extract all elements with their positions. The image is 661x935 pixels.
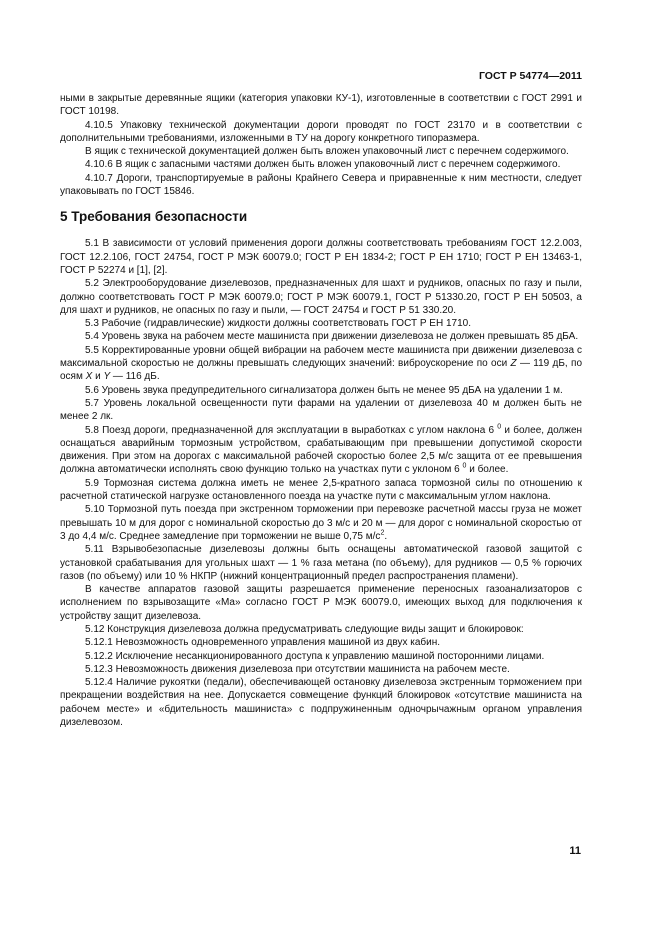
document-body: [60, 92, 582, 729]
paragraph: 5.12 Конструкция дизелевоза должна предусматривать следующие виды защит и блокировок:: [85, 623, 524, 635]
paragraph: 5.12.3 Невозможность движения дизелевоза при отсутствии машиниста на рабочем месте.: [85, 663, 510, 675]
paragraph: 5.4 Уровень звука на рабочем месте машиниста при движении дизелевоза не должен превышать 85 дБА.: [85, 331, 579, 343]
paragraph: ными в закрытые деревянные ящики (категория упаковки КУ-1), изготовленные в соответствии с ГОСТ 2991 и ГОСТ 10198.: [60, 93, 582, 118]
paragraph: 5.5 Корректированные уровни общей вибрации на рабочем месте машиниста при движении дизелевоза с максимальной скоростью не должны превышать следующих значений: виброускорение по оси Z — 119 дБ, по осям X и Y — 116 дБ.: [60, 344, 583, 383]
paragraph: 4.10.5 Упаковку технической документации дороги проводят по ГОСТ 23170 и в соответствии с дополнительными требованиями, изложенными в ТУ на дорогу конкретного типоразмера.: [60, 119, 582, 144]
paragraph: 5.12.4 Наличие рукоятки (педали), обеспечивающей остановку дизелевоза экстренным торможением при прекращении воздействия на нее. Допускается совмещение функций блокировок «отсутствие машиниста на рабочем месте» и «бдительность машиниста» с подпружиненным одночрычажным органом управления дизелевозом.: [60, 677, 582, 729]
paragraph: 5.9 Тормозная система должна иметь не менее 2,5-кратного запаса тормозной силы по отношению к расчетной статической нагрузке остановленного поезда на участке пути с максимальным углом наклона.: [60, 477, 582, 503]
paragraph: 5.6 Уровень звука предупредительного сигнализатора должен быть не менее 95 дБА на удалении 1 м.: [85, 384, 563, 396]
paragraph: 5.2 Электрооборудование дизелевозов, предназначенных для шахт и рудников, опасных по газу и пыли, должно соответствовать ГОСТ Р МЭК 60079.0; ГОСТ Р МЭК 60079.1, ГОСТ Р 51330.20, ГОСТ Р ЕН 50503, а для шахт и рудников, не опасных по газу и пыли, — ГОСТ 24754 и ГОСТ Р 51 330.20.: [60, 278, 582, 316]
paragraph: 5.12.2 Исключение несанкционированного доступа к управлению машиной посторонними лицами.: [85, 650, 545, 662]
paragraph: В ящик с технической документацией должен быть вложен упаковочный лист с перечнем содержимого.: [85, 146, 569, 158]
paragraph: 5.8 Поезд дороги, предназначенной для эксплуатации в выработках с углом наклона 6 $^0$ и более, должен оснащаться аварийным тормозным устройством, срабатывающим при превышении допустимой скорости движения. При этом на дорогах с максимальной рабочей скоростью более 2,5 м/с защита от ее превышения должна автоматически исполнять свою функцию только на участках пути с уклоном 6 $^0$ и более.: [60, 423, 583, 476]
paragraph: 5.3 Рабочие (гидравлические) жидкости должны соответствовать ГОСТ Р ЕН 1710.: [85, 318, 472, 330]
document-code: ГОСТ Р 54774—2011: [478, 70, 582, 82]
paragraph: В качестве аппаратов газовой защиты разрешается применение переносных газоанализаторов с исполнением по взрывозащите «Ма» согласно ГОСТ Р МЭК 60079.0, имеющих выход для подключения к устройству защит дизелевоза.: [60, 584, 582, 622]
paragraph: 5.7 Уровень локальной освещенности пути фарами на удалении от дизелевоза 40 м должен быть не менее 2 лк.: [60, 397, 582, 423]
paragraph: 4.10.6 В ящик с запасными частями должен быть вложен упаковочный лист с перечнем содержимого.: [85, 159, 561, 171]
section-heading: 5 Требования безопасности: [60, 209, 248, 225]
paragraph: 4.10.7 Дороги, транспортируемые в районы Крайнего Севера и приравненные к ним местности, следует упаковывать по ГОСТ 15846.: [60, 172, 582, 198]
paragraph: 5.12.1 Невозможность одновременного управления машиной из двух кабин.: [85, 637, 441, 649]
paragraph: 5.10 Тормозной путь поезда при экстренном торможении при перевозке расчетной массы груза не может превышать 10 м для дорог с номинальной скоростью до 3 м/с и 20 м — для дорог с номинальной скоростью от 3 до 4,4 м/с. Среднее замедление при торможении не выше 0,75 $м/с^2$.: [60, 504, 582, 542]
page-number: 11: [569, 845, 581, 857]
paragraph: 5.11 Взрывобезопасные дизелевозы должны быть оснащены автоматической газовой защитой с установкой срабатывания для угольных шахт — 1 % газа метана (по объему), для рудников — 0,5 % горючих газов (по объему) или 10 % НКПР (нижний концентрационный предел распространения пламени).: [60, 544, 582, 582]
paragraph: 5.1 В зависимости от условий применения дороги должны соответствовать требованиям ГОСТ 12.2.003, ГОСТ 12.2.106, ГОСТ 24754, ГОСТ Р МЭК 60079.0; ГОСТ Р ЕН 1834-2; ГОСТ Р ЕН 1710; ГОСТ Р ЕН 13463-1, ГОСТ Р 52274 и [1], [2].: [60, 238, 582, 276]
